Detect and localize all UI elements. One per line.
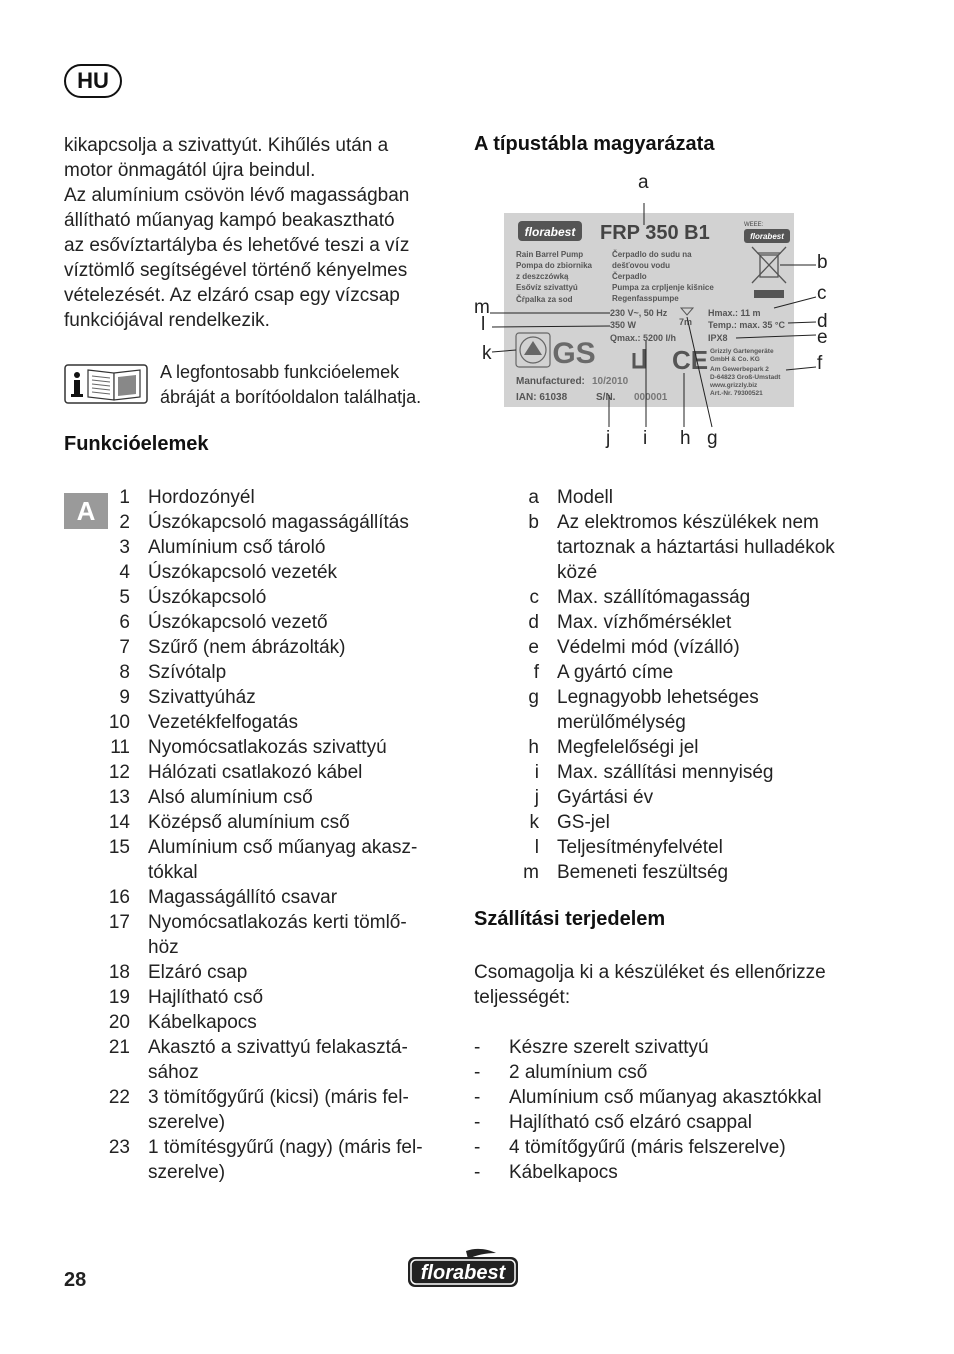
info-book-icon (64, 362, 148, 406)
callout-d: d (817, 311, 828, 332)
plate-address: GmbH & Co. KG (710, 356, 760, 363)
function-element-number (100, 1110, 130, 1135)
delivery-dash: - (474, 1062, 481, 1083)
delivery-item-label: Készre szerelt szivattyú (509, 1037, 709, 1058)
function-element-item (100, 1035, 450, 1060)
plate-brand-small: florabest (750, 232, 784, 241)
legend-text: Modell (557, 487, 613, 508)
intro-line: állítható műanyag kampó beakasztható (64, 210, 395, 231)
plate-qmax: Qmax.: 5200 l/h (610, 333, 677, 343)
intro-line: kikapcsolja a szivattyút. Kihűlés után a (64, 135, 389, 156)
legend-text: Max. szállítási mennyiség (557, 762, 774, 783)
legend-item (515, 635, 875, 660)
function-element-number: 23 (108, 1137, 130, 1158)
function-element-number (100, 860, 130, 885)
section-title-plate: A típustábla magyarázata (474, 133, 715, 155)
delivery-item (474, 1085, 874, 1110)
callout-a: a (638, 172, 649, 193)
plate-temp: Temp.: max. 35 °C (708, 320, 785, 330)
function-element-item (100, 785, 450, 810)
plate-name: z deszczówką (516, 272, 569, 281)
function-element-label: 1 tömítésgyűrű (nagy) (máris fel- (148, 1137, 423, 1158)
delivery-dash: - (474, 1112, 481, 1133)
delivery-item (474, 1110, 874, 1135)
function-element-number (100, 1060, 130, 1085)
callout-b: b (817, 252, 828, 273)
function-element-item (100, 685, 450, 710)
function-element-number: 17 (108, 912, 130, 933)
info-note-line: ábráját a borítóoldalon találhatja. (160, 387, 422, 407)
function-element-label: Kábelkapocs (148, 1012, 257, 1033)
info-note (160, 360, 450, 410)
function-element-label: Alsó alumínium cső (148, 787, 313, 808)
delivery-item-label: 2 alumínium cső (509, 1062, 648, 1083)
intro-line: víztömlő segítségével történő kényelmes (64, 260, 408, 281)
intro-paragraph (64, 133, 454, 333)
function-element-number: 11 (110, 737, 130, 758)
delivery-intro-line: Csomagolja ki a készüléket és ellenőrizze (474, 962, 826, 983)
plate-address: D-64823 Groß-Umstadt (710, 374, 781, 381)
function-element-number: 10 (108, 712, 130, 733)
function-element-item (100, 735, 450, 760)
delivery-item (474, 1135, 874, 1160)
plate-name: Čerpadlo (612, 272, 647, 281)
function-element-item (100, 985, 450, 1010)
legend-text: közé (557, 562, 598, 583)
function-element-item (100, 635, 450, 660)
function-element-number: 2 (119, 512, 130, 533)
legend-text: Legnagyobb lehetséges (557, 687, 759, 708)
legend-item (515, 610, 875, 635)
function-element-label: tókkal (148, 862, 198, 883)
function-element-item (100, 1110, 450, 1135)
callout-h: h (680, 428, 691, 449)
callout-e: e (817, 327, 828, 348)
function-element-label: höz (148, 937, 179, 958)
function-element-number: 18 (108, 962, 130, 983)
function-element-item (100, 760, 450, 785)
plate-manufactured-label: Manufactured: (516, 376, 585, 387)
delivery-dash: - (474, 1137, 481, 1158)
legend-key: d (528, 612, 539, 633)
delivery-intro-line: teljességét: (474, 987, 571, 1008)
callout-m: m (474, 297, 490, 318)
function-element-item (100, 1010, 450, 1035)
plate-ipx: IPX8 (708, 333, 728, 343)
plate-model: FRP 350 B1 (600, 222, 710, 244)
legend-text: A gyártó címe (557, 662, 674, 683)
legend-key: m (523, 862, 539, 883)
function-element-number: 14 (108, 812, 130, 833)
function-element-item (100, 510, 450, 535)
function-element-number: 8 (119, 662, 130, 683)
legend-key (515, 710, 539, 735)
function-element-label: sához (148, 1062, 199, 1083)
callout-c: c (817, 283, 827, 304)
language-badge: HU (64, 64, 122, 98)
legend-key: f (533, 662, 539, 683)
legend-item (515, 785, 875, 810)
function-element-item (100, 860, 450, 885)
function-element-item (100, 810, 450, 835)
legend-text: Max. szállítómagasság (557, 587, 751, 608)
function-element-item (100, 935, 450, 960)
plate-name: Rain Barrel Pump (516, 250, 584, 259)
plate-name: Čerpadlo do sudu na (612, 250, 692, 259)
delivery-dash: - (474, 1037, 481, 1058)
legend-key (515, 535, 539, 560)
legend-key: g (528, 687, 539, 708)
legend-text: Védelmi mód (vízálló) (557, 637, 740, 658)
plate-power: 350 W (610, 320, 637, 330)
delivery-item (474, 1060, 874, 1085)
legend-text: Teljesítményfelvétel (557, 837, 723, 858)
function-element-number: 19 (108, 987, 130, 1008)
legend-item (515, 535, 875, 560)
function-element-item (100, 485, 450, 510)
function-element-item (100, 535, 450, 560)
function-element-item (100, 585, 450, 610)
function-element-label: Alumínium cső tároló (148, 537, 326, 558)
function-element-item (100, 660, 450, 685)
legend-item (515, 810, 875, 835)
function-elements-list (100, 485, 450, 1185)
legend-key (515, 560, 539, 585)
legend-key: b (528, 512, 539, 533)
function-element-number: 20 (108, 1012, 130, 1033)
function-element-number (100, 1160, 130, 1185)
function-element-number: 9 (119, 687, 130, 708)
section-title-functions: Funkcióelemek (64, 433, 209, 455)
function-element-label: Vezetékfelfogatás (148, 712, 298, 733)
function-element-number: 22 (108, 1087, 130, 1108)
function-element-item (100, 1160, 450, 1185)
legend-item (515, 660, 875, 685)
plate-name: Čŕpalka za sod (516, 295, 573, 304)
plate-name: Pumpa za crpljenje kišnice (612, 283, 714, 292)
function-element-label: Elzáró csap (148, 962, 248, 983)
delivery-dash: - (474, 1087, 481, 1108)
plate-weee: WEEE: (744, 222, 764, 228)
legend-item (515, 860, 875, 885)
plate-legend-list (515, 485, 875, 885)
function-element-number: 1 (119, 487, 130, 508)
function-element-label: Szűrő (nem ábrázolták) (148, 637, 346, 658)
plate-brand: florabest (524, 225, 576, 239)
plate-name: Esővíz szivattyú (516, 283, 578, 292)
intro-line: vételezését. Az elzáró csap egy vízcsap (64, 285, 400, 306)
callout-k: k (482, 343, 492, 364)
legend-item (515, 560, 875, 585)
function-element-label: szerelve) (148, 1162, 226, 1183)
function-element-number: 16 (108, 887, 130, 908)
legend-text: Megfelelőségi jel (557, 737, 699, 758)
function-element-item (100, 885, 450, 910)
legend-key: k (529, 812, 539, 833)
delivery-item-label: Alumínium cső műanyag akasztókkal (509, 1087, 822, 1108)
function-element-label: Hálózati csatlakozó kábel (148, 762, 363, 783)
plate-serial-value: 000001 (634, 392, 668, 403)
function-element-label: Úszókapcsoló vezeték (148, 562, 338, 583)
function-element-number: 21 (108, 1037, 130, 1058)
plate-hmax: Hmax.: 11 m (708, 308, 761, 318)
function-element-label: Nyomócsatlakozás szivattyú (148, 737, 387, 758)
legend-item (515, 685, 875, 710)
function-element-number (100, 935, 130, 960)
function-element-label: Hordozónyél (148, 487, 255, 508)
plate-voltage: 230 V~, 50 Hz (610, 308, 668, 318)
legend-key: i (534, 762, 539, 783)
function-element-label: Nyomócsatlakozás kerti tömlő- (148, 912, 407, 933)
delivery-item-label: 4 tömítőgyűrű (máris felszerelve) (509, 1137, 786, 1158)
function-element-label: 3 tömítőgyűrű (kicsi) (máris fel- (148, 1087, 409, 1108)
function-element-number: 7 (119, 637, 130, 658)
function-element-item (100, 910, 450, 935)
legend-item (515, 585, 875, 610)
delivery-item-label: Kábelkapocs (509, 1162, 618, 1183)
function-element-number: 12 (108, 762, 130, 783)
callout-l: l (481, 314, 486, 335)
legend-item (515, 485, 875, 510)
function-element-number: 3 (119, 537, 130, 558)
legend-item (515, 710, 875, 735)
section-title-delivery: Szállítási terjedelem (474, 908, 666, 930)
function-element-label: Úszókapcsoló vezető (148, 612, 328, 633)
function-element-label: Úszókapcsoló magasságállítás (148, 512, 409, 533)
legend-key: e (528, 637, 539, 658)
ce-mark: CE (672, 345, 709, 375)
delivery-item-label: Hajlítható cső elzáró csappal (509, 1112, 752, 1133)
florabest-logo (406, 1247, 520, 1289)
legend-key: a (528, 487, 539, 508)
plate-ian: IAN: 61038 (516, 392, 568, 403)
delivery-item (474, 1160, 874, 1185)
callout-j: j (606, 428, 611, 449)
plate-depth: 7m (679, 317, 693, 327)
function-element-label: Szívótalp (148, 662, 227, 683)
section-marker: A (64, 493, 108, 529)
legend-item (515, 760, 875, 785)
legend-text: tartoznak a háztartási hulladékok (557, 537, 835, 558)
callout-f: f (817, 353, 823, 374)
delivery-list (474, 1035, 874, 1185)
function-element-item (100, 1060, 450, 1085)
function-element-item (100, 960, 450, 985)
plate-name: Pompa do zbiornika (516, 261, 593, 270)
function-element-label: Akasztó a szivattyú felakasztá- (148, 1037, 408, 1058)
intro-line: Az alumínium csövön lévő magasságban (64, 185, 410, 206)
delivery-intro (474, 960, 874, 1010)
delivery-item (474, 1035, 874, 1060)
function-element-label: Hajlítható cső (148, 987, 264, 1008)
intro-line: az esővíztartályba és lehetővé teszi a víz (64, 235, 410, 256)
function-element-label: Középső alumínium cső (148, 812, 350, 833)
intro-line: funkciójával rendelkezik. (64, 310, 270, 331)
legend-text: merülőmélység (557, 712, 686, 733)
legend-item (515, 510, 875, 535)
callout-g: g (707, 428, 718, 449)
legend-text: Gyártási év (557, 787, 654, 808)
callout-i: i (643, 428, 648, 449)
function-element-item (100, 835, 450, 860)
function-element-item (100, 610, 450, 635)
function-element-label: Szivattyúház (148, 687, 256, 708)
plate-address: Grizzly Gartengeräte (710, 348, 774, 355)
function-element-label: Alumínium cső műanyag akasz- (148, 837, 418, 858)
function-element-item (100, 1135, 450, 1160)
plate-address: Art.-Nr. 79300521 (710, 390, 763, 397)
function-element-number: 15 (108, 837, 130, 858)
legend-key: j (534, 787, 539, 808)
legend-item (515, 735, 875, 760)
legend-text: Max. vízhőmérséklet (557, 612, 732, 633)
plate-address: www.grizzly.biz (710, 382, 758, 389)
function-element-item (100, 710, 450, 735)
legend-key: h (528, 737, 539, 758)
legend-text: Bemeneti feszültség (557, 862, 729, 883)
function-element-label: Úszókapcsoló (148, 587, 267, 608)
plate-manufactured-value: 10/2010 (592, 376, 629, 387)
page-number: 28 (64, 1269, 87, 1291)
function-element-item (100, 560, 450, 585)
function-element-label: Magasságállító csavar (148, 887, 338, 908)
plate-address: Am Gewerbepark 2 (710, 366, 769, 373)
plate-serial-label: S/N. (596, 392, 616, 403)
info-note-line: A legfontosabb funkcióelemek (160, 362, 400, 382)
legend-item (515, 835, 875, 860)
function-element-number: 5 (119, 587, 130, 608)
logo-text: florabest (420, 1262, 506, 1284)
intro-line: motor önmagától újra beindul. (64, 160, 316, 181)
function-element-number: 13 (108, 787, 130, 808)
legend-key: l (534, 837, 539, 858)
legend-key: c (529, 587, 539, 608)
function-element-number: 4 (119, 562, 130, 583)
function-element-label: szerelve) (148, 1112, 226, 1133)
legend-text: GS-jel (557, 812, 610, 833)
function-element-item (100, 1085, 450, 1110)
legend-text: Az elektromos készülékek nem (557, 512, 819, 533)
gs-mark: GS (552, 337, 596, 370)
plate-name: dešťovou vodu (612, 261, 671, 270)
function-element-number: 6 (119, 612, 130, 633)
rating-plate (474, 195, 830, 435)
delivery-dash: - (474, 1162, 481, 1183)
plate-name: Regenfasspumpe (612, 294, 679, 303)
